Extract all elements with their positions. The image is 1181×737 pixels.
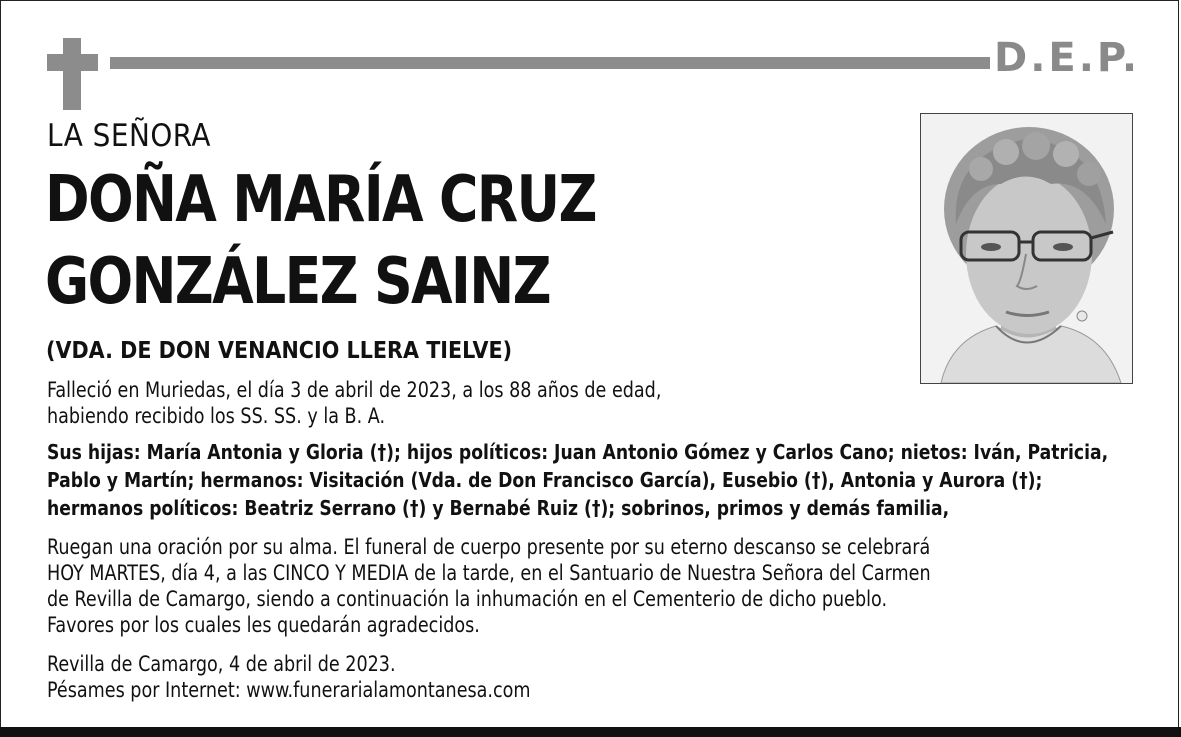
family-line: Pablo y Martín; hermanos: Visitación (Vda. de Don Francisco García), Eusebio (†), Antonia y Aurora (†); bbox=[47, 468, 1043, 492]
portrait-photo-icon bbox=[920, 113, 1133, 384]
funeral-line: HOY MARTES, día 4, a las CINCO Y MEDIA de la tarde, en el Santuario de Nuestra Señora del Carmen bbox=[47, 561, 931, 585]
place-date-paragraph bbox=[47, 651, 531, 703]
condolences-link[interactable]: Pésames por Internet: www.funerarialamontanesa.com bbox=[47, 678, 531, 702]
cross-vertical-bar bbox=[63, 38, 81, 110]
dep-label: D.E.P. bbox=[994, 35, 1141, 81]
bottom-border-bar bbox=[0, 727, 1181, 737]
place-date-line: Revilla de Camargo, 4 de abril de 2023. bbox=[47, 652, 396, 676]
family-paragraph bbox=[47, 438, 1108, 522]
widow-of-line: (VDA. DE DON VENANCIO LLERA TIELVE) bbox=[46, 338, 513, 364]
funeral-paragraph bbox=[47, 534, 931, 638]
funeral-line: Ruegan una oración por su alma. El funeral de cuerpo presente por su eterno descanso se celebrará bbox=[47, 535, 931, 559]
deceased-name-line-1: DOÑA MARÍA CRUZ bbox=[45, 163, 596, 237]
funeral-line: de Revilla de Camargo, siendo a continuación la inhumación en el Cementerio de dicho pueblo. bbox=[47, 587, 888, 611]
funeral-line: Favores por los cuales les quedarán agradecidos. bbox=[47, 613, 480, 637]
death-line: Falleció en Muriedas, el día 3 de abril de 2023, a los 88 años de edad, bbox=[47, 378, 662, 402]
header-rule bbox=[110, 57, 990, 69]
family-line: Sus hijas: María Antonia y Gloria (†); hijos políticos: Juan Antonio Gómez y Carlos Cano; nietos: Iván, Patricia, bbox=[47, 440, 1109, 464]
family-line: hermanos políticos: Beatriz Serrano (†) y Bernabé Ruiz (†); sobrinos, primos y demás familia, bbox=[47, 496, 950, 520]
cross-horizontal-bar bbox=[47, 54, 98, 71]
portrait-illustration bbox=[921, 114, 1132, 383]
deceased-name-line-2: GONZÁLEZ SAINZ bbox=[45, 245, 550, 319]
death-line: habiendo recibido los SS. SS. y la B. A. bbox=[47, 404, 386, 428]
title-label: LA SEÑORA bbox=[47, 118, 211, 154]
death-paragraph bbox=[47, 377, 661, 429]
